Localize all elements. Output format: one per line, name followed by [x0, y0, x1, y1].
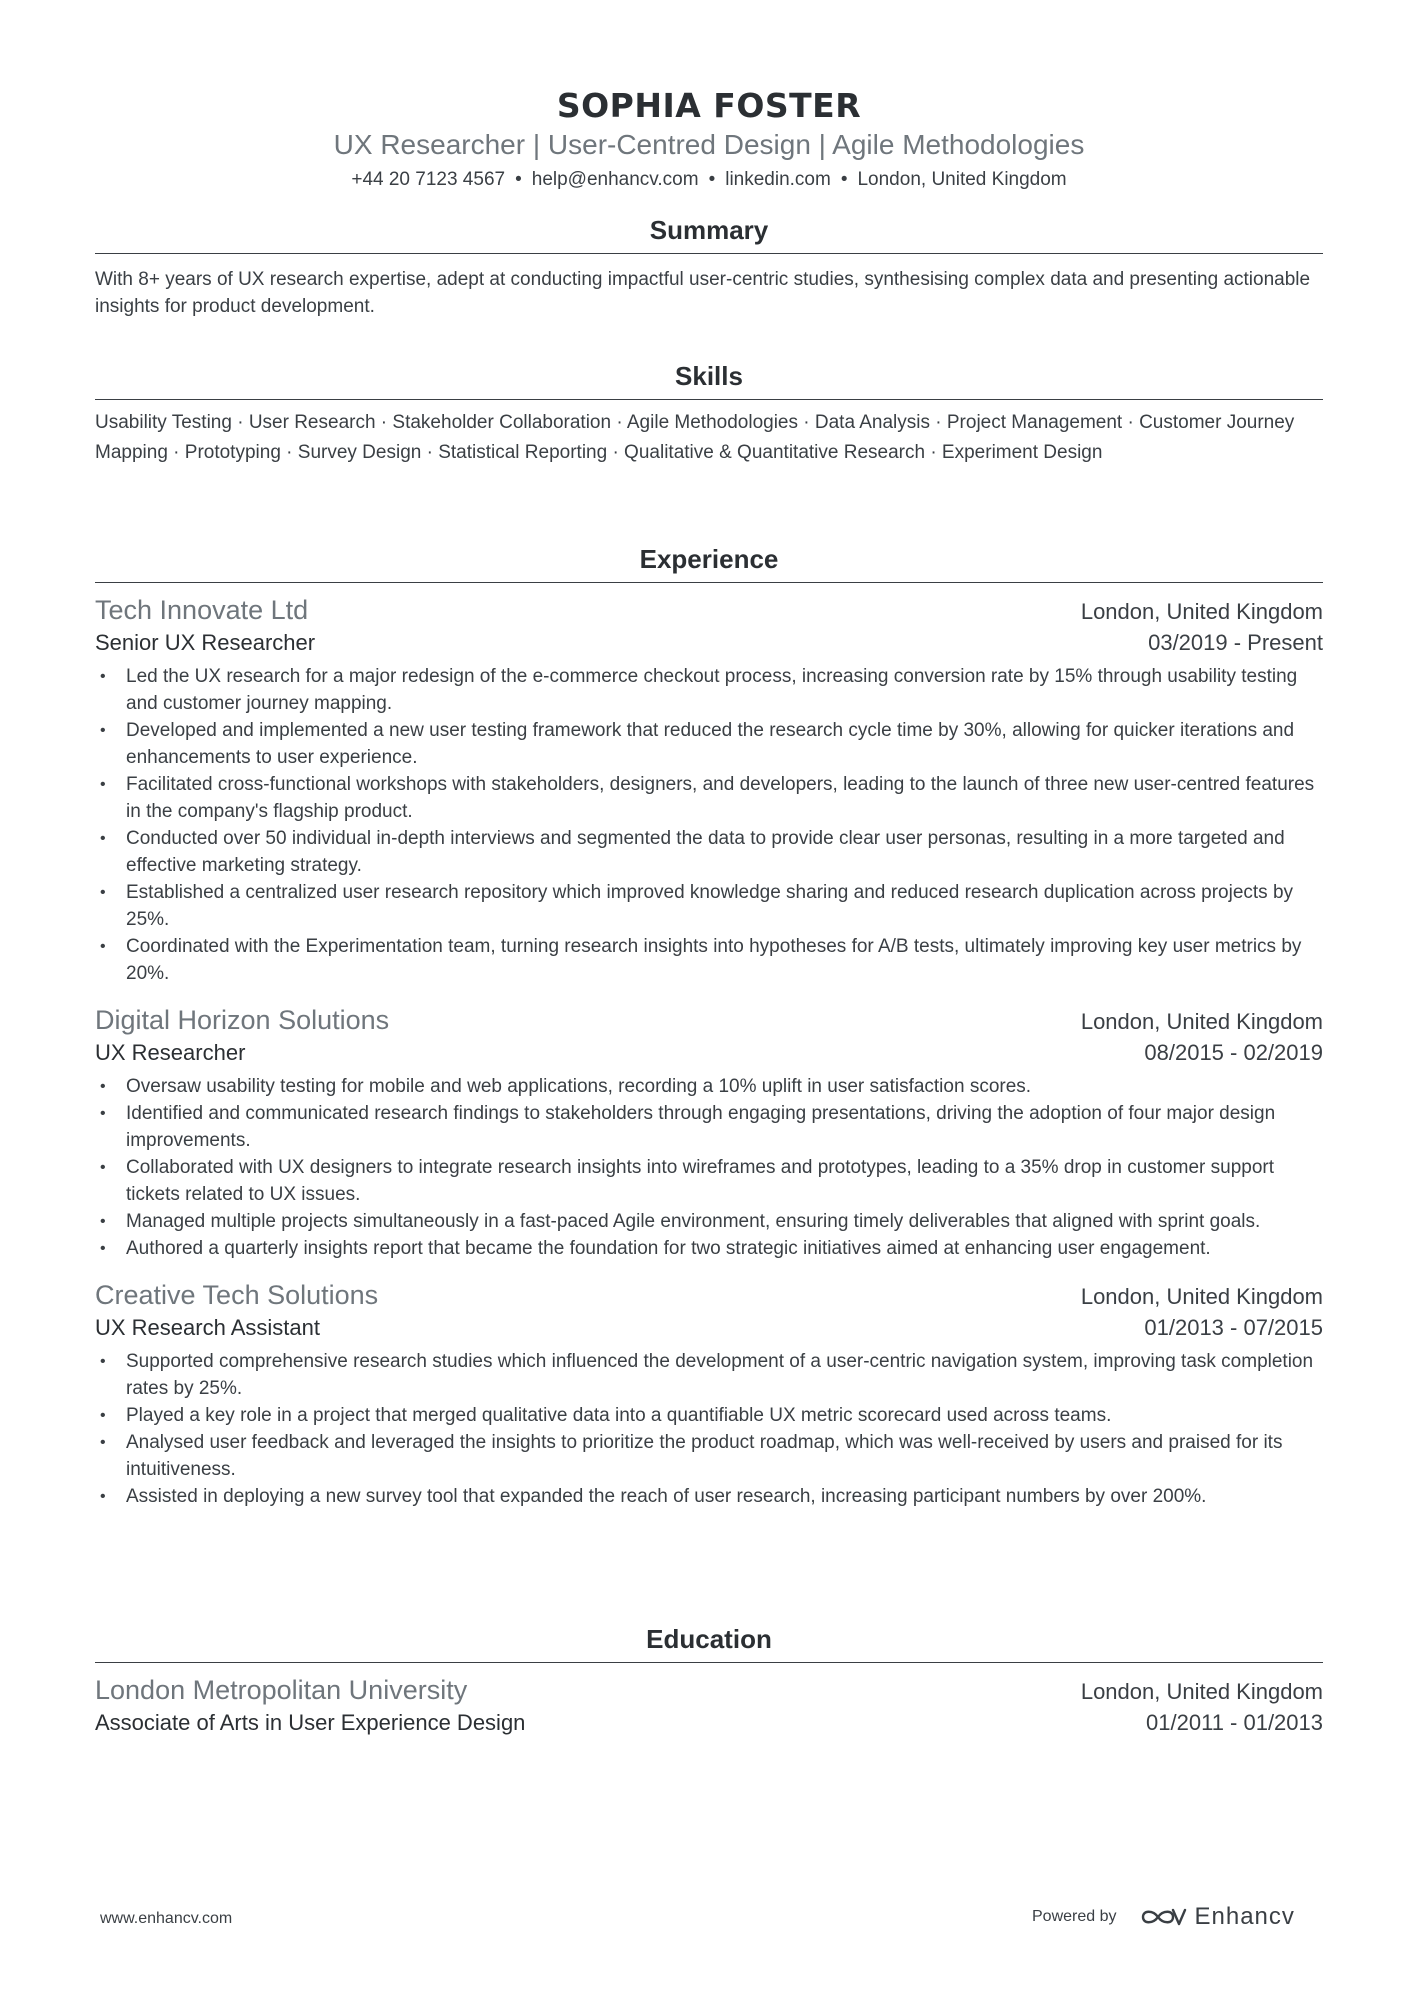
achievement-item: • Coordinated with the Experimentation team, turning research insights into hypotheses for A/B tests, ultimately improving key user metrics by 20%.: [95, 933, 1323, 987]
contact-line: [95, 168, 1323, 192]
skills-list: Usability Testing · User Research · Stakeholder Collaboration · Agile Methodologies · Data Analysis · Project Management · Customer Journey Mapping · Prototyping · Survey Design · Statistical Reporting · Qualitative & Quantitative Research · Experiment Design: [95, 412, 1295, 463]
experience-entry: [95, 1278, 1323, 1510]
achievement-item: • Played a key role in a project that merged qualitative data into a quantifiable UX metric scorecard used across teams.: [95, 1402, 1323, 1429]
experience-entry: [95, 593, 1323, 987]
job-title: UX Researcher: [95, 1040, 246, 1065]
separator-dot: •: [515, 169, 522, 190]
school-name: London Metropolitan University: [95, 1675, 468, 1705]
company-name: Digital Horizon Solutions: [95, 1005, 390, 1035]
linkedin-link[interactable]: linkedin.com: [725, 169, 831, 190]
achievement-item: • Authored a quarterly insights report that became the foundation for two strategic initiatives aimed at enhancing user engagement.: [95, 1235, 1323, 1262]
footer-branding[interactable]: [1032, 1903, 1295, 1931]
achievement-list: [95, 1073, 1323, 1262]
achievement-item: • Oversaw usability testing for mobile and web applications, recording a 10% uplift in user satisfaction scores.: [95, 1073, 1323, 1100]
enhancv-logo-icon: [1139, 1904, 1187, 1930]
achievement-item: • Managed multiple projects simultaneously in a fast-paced Agile environment, ensuring timely deliverables that aligned with sprint goals.: [95, 1208, 1323, 1235]
achievement-list: [95, 663, 1323, 987]
separator-dot: •: [708, 169, 716, 190]
education-dates: 01/2011 - 01/2013: [1146, 1710, 1323, 1735]
achievement-item: • Identified and communicated research findings to stakeholders through engaging presentations, driving the adoption of four major design improvements.: [95, 1100, 1323, 1154]
education-section: [95, 1622, 1323, 1739]
company-name: Creative Tech Solutions: [95, 1280, 379, 1310]
achievement-item: • Analysed user feedback and leveraged the insights to prioritize the product roadmap, which was well-received by users and praised for its intuitiveness.: [95, 1429, 1323, 1483]
school-location: London, United Kingdom: [1080, 1679, 1323, 1704]
summary-section: [95, 213, 1323, 320]
section-title-education: Education: [95, 1622, 1323, 1663]
experience-section: [95, 542, 1323, 1510]
job-location: London, United Kingdom: [1080, 599, 1323, 624]
achievement-list: [95, 1348, 1323, 1510]
section-title-summary: Summary: [95, 213, 1323, 254]
job-dates: 08/2015 - 02/2019: [1144, 1040, 1323, 1065]
powered-by-label: Powered by: [1032, 1908, 1117, 1925]
summary-text: With 8+ years of UX research expertise, adept at conducting impactful user-centric studies, synthesising complex data and presenting actionable insights for product development.: [95, 269, 1311, 317]
job-dates: 01/2013 - 07/2015: [1144, 1315, 1323, 1340]
enhancv-brand[interactable]: [1139, 1903, 1295, 1931]
section-title-experience: Experience: [95, 542, 1323, 583]
footer-website-link[interactable]: www.enhancv.com: [100, 1910, 233, 1927]
candidate-title: UX Researcher | User-Centred Design | Agile Methodologies: [333, 129, 1085, 160]
candidate-name: SOPHIA FOSTER: [556, 86, 862, 125]
location: London, United Kingdom: [857, 169, 1067, 190]
degree: Associate of Arts in User Experience Design: [95, 1710, 526, 1735]
section-title-skills: Skills: [95, 359, 1323, 400]
resume-page: [95, 0, 1323, 1735]
resume-header: [95, 0, 1323, 192]
company-name: Tech Innovate Ltd: [95, 595, 309, 625]
email-link[interactable]: help@enhancv.com: [531, 169, 699, 190]
achievement-item: • Conducted over 50 individual in-depth interviews and segmented the data to provide clear user personas, resulting in a more targeted and effective marketing strategy.: [95, 825, 1323, 879]
achievement-item: • Collaborated with UX designers to integrate research insights into wireframes and prototypes, leading to a 35% drop in customer support tickets related to UX issues.: [95, 1154, 1323, 1208]
achievement-item: • Led the UX research for a major redesign of the e-commerce checkout process, increasing conversion rate by 15% through usability testing and customer journey mapping.: [95, 663, 1323, 717]
achievement-item: • Developed and implemented a new user testing framework that reduced the research cycle time by 30%, allowing for quicker iterations and enhancements to user experience.: [95, 717, 1323, 771]
achievement-item: • Facilitated cross-functional workshops with stakeholders, designers, and developers, leading to the launch of three new user-centred features in the company's flagship product.: [95, 771, 1323, 825]
phone: +44 20 7123 4567: [351, 169, 506, 190]
education-entry: [95, 1673, 1323, 1739]
job-location: London, United Kingdom: [1080, 1284, 1323, 1309]
job-location: London, United Kingdom: [1080, 1009, 1323, 1034]
job-dates: 03/2019 - Present: [1148, 630, 1323, 655]
skills-section: [95, 359, 1323, 468]
job-title: UX Research Assistant: [95, 1315, 320, 1340]
experience-entry: [95, 1003, 1323, 1262]
brand-name: Enhancv: [1194, 1903, 1295, 1930]
separator-dot: •: [840, 169, 848, 190]
job-title: Senior UX Researcher: [95, 630, 316, 655]
achievement-item: • Established a centralized user research repository which improved knowledge sharing and reduced research duplication across projects by 25%.: [95, 879, 1323, 933]
achievement-item: • Supported comprehensive research studies which influenced the development of a user-centric navigation system, improving task completion rates by 25%.: [95, 1348, 1323, 1402]
achievement-item: • Assisted in deploying a new survey tool that expanded the reach of user research, increasing participant numbers by over 200%.: [95, 1483, 1323, 1510]
